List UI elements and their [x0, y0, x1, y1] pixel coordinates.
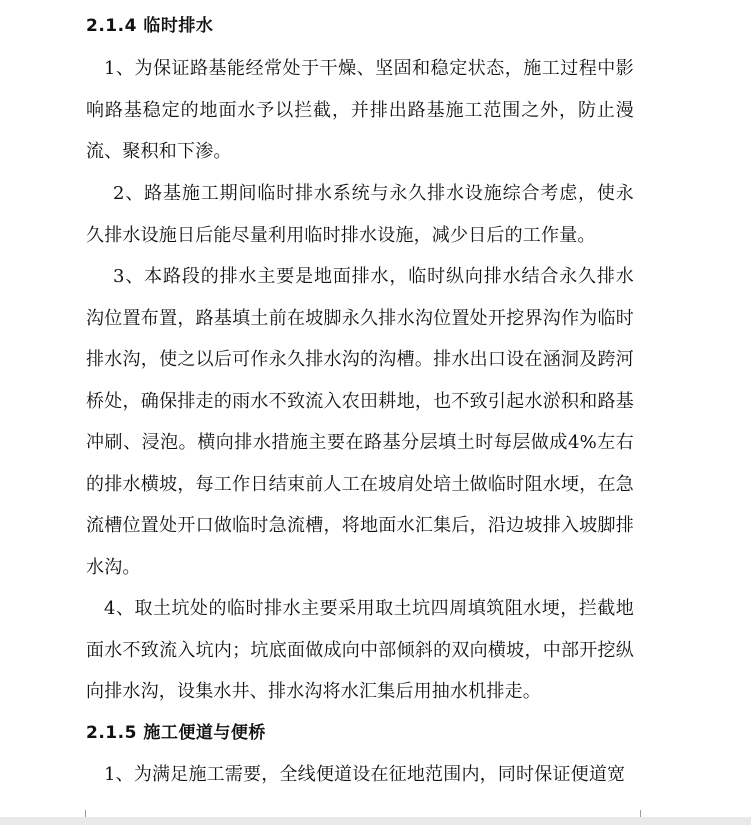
paragraph-3: 3、本路段的排水主要是地面排水，临时纵向排水结合永久排水沟位置布置，路基填土前在坡脚永久排水沟位置处开挖界沟作为临时排水沟，使之以后可作永久排水沟的沟槽。排水出口设在涵洞及跨河桥处，确保排走的雨水不致流入农田耕地，也不致引起水淤积和路基冲刷、浸泡。横向排水措施主要在路基分层填土时每层做成4%左右的排水横坡，每工作日结束前人工在坡肩处培土做临时阻水埂，在急流槽位置处开口做临时急流槽，将地面水汇集后，沿边坡排入坡脚排水沟。 [86, 266, 634, 578]
page-bottom-gap [0, 817, 751, 825]
paragraph-4: 4、取土坑处的临时排水主要采用取土坑四周填筑阻水埂，拦截地面水不致流入坑内；坑底面做成向中部倾斜的双向横坡，中部开挖纵向排水沟，设集水井、排水沟将水汇集后用抽水机排走。 [86, 598, 634, 702]
paragraph-1: 1、为保证路基能经常处于干燥、坚固和稳定状态，施工过程中影响路基稳定的地面水予以拦截，并排出路基施工范围之外，防止漫流、聚积和下渗。 [86, 58, 634, 162]
section-heading-2-1-4: 2.1.4 临时排水 [86, 16, 214, 36]
paragraph-2: 2、路基施工期间临时排水系统与永久排水设施综合考虑，使永久排水设施日后能尽量利用临时排水设施，减少日后的工作量。 [86, 183, 634, 246]
paragraph-5: 1、为满足施工需要，全线便道设在征地范围内，同时保证便道宽 [104, 764, 626, 785]
section-heading-2-1-5: 2.1.5 施工便道与便桥 [86, 723, 266, 743]
